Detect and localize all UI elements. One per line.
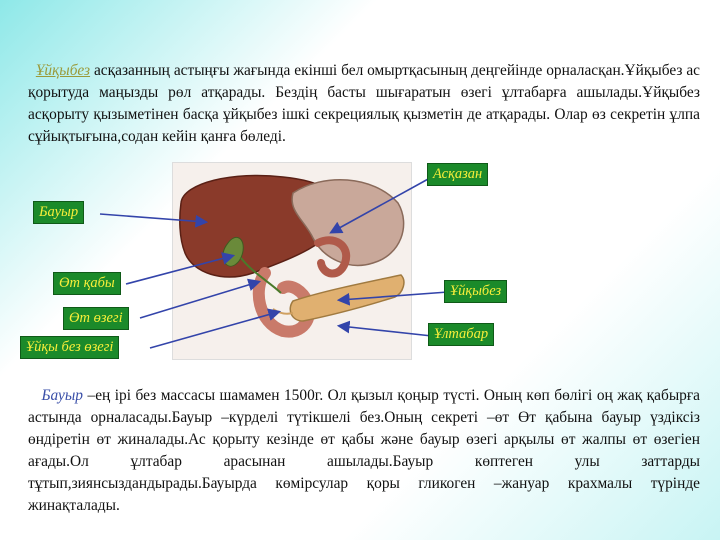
label-duodenum: Ұлтабар [428, 323, 494, 346]
digestive-organs-drawing [173, 163, 411, 359]
label-gallbladder: Өт қабы [53, 272, 121, 295]
liver-paragraph [28, 385, 700, 517]
anatomy-illustration [172, 162, 412, 360]
intro-text: асқазанның астыңғы жағында екінші бел омыртқасының деңгейінде орналасқан.Ұйқыбез ас қорытуда маңызды рөл атқарады. Бездің басты шығаратын өзегі ұлтабарға ашылады.Ұйқыбез асқорыту қызыметінен басқа ұйқыбез ішкі секрециялық қызметін де атқарады. Олар өз секретін ұлпа сұйықтығына,содан кейін қанға бөледі. [28, 62, 700, 145]
label-stomach: Асқазан [427, 163, 488, 186]
label-pancreatic-duct: Ұйқы без өзегі [20, 336, 119, 359]
intro-paragraph [28, 60, 700, 148]
term-pancreas: Ұйқыбез [35, 62, 91, 79]
liver-text: –ең ірі без массасы шамамен 1500г. Ол қызыл қоңыр түсті. Оның көп бөлігі оң жақ қабырға астында орналасады.Бауыр –күрделі түтікшелі без.Оның секреті –өт Өт қабына бауыр үздіксіз өндіретін өт жиналады.Ас қорыту кезінде өт қабы және бауыр өзегі арқылы өт жалпы өт өзегіен ағады.Ол ұлтабар арасынан ашылады.Бауыр көптеген улы заттарды тұтып,зиянсыздандырады.Бауырда көмірсулар қоры гликоген –жануар крахмалы түрінде жинақталады. [28, 387, 700, 514]
label-bile-duct: Өт өзегі [63, 307, 129, 330]
label-liver: Бауыр [33, 201, 84, 224]
label-pancreas: Ұйқыбез [444, 280, 507, 303]
term-liver: Бауыр [41, 387, 84, 404]
